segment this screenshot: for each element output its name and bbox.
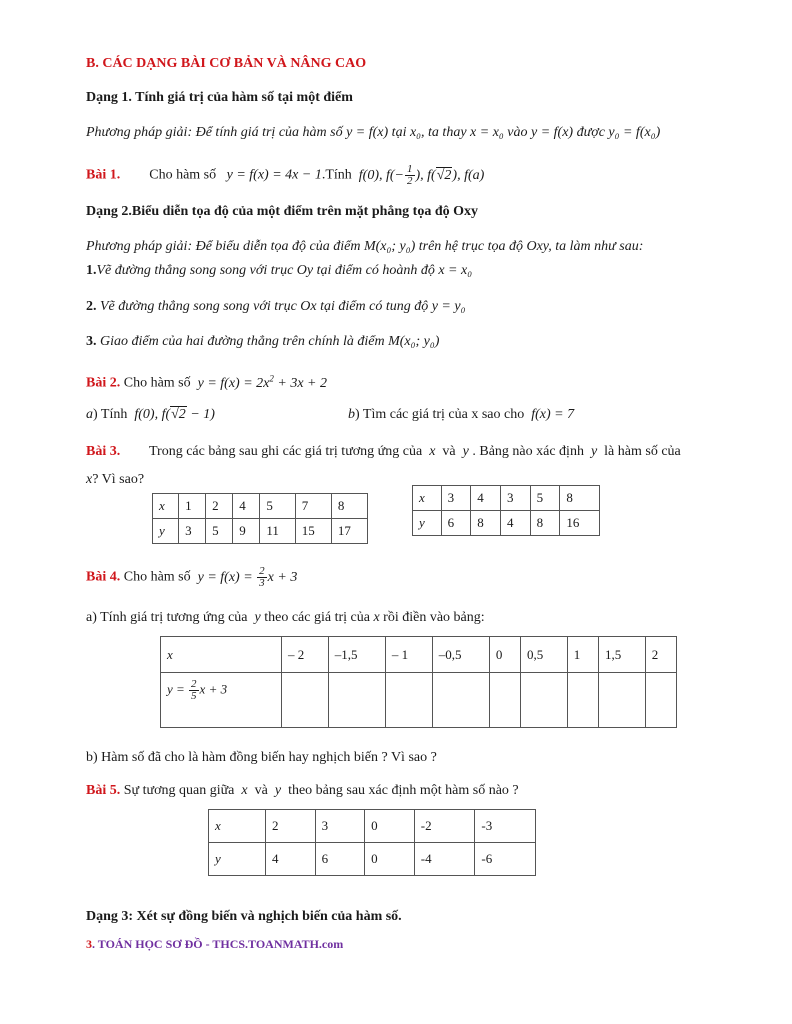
dang2-step1: 1.Vẽ đường thẳng song song với trục Oy tại điểm có hoành độ x = x₀ — [86, 263, 473, 278]
table-row: y 6 8 4 8 16 — [413, 511, 600, 536]
table-row: y 4 6 0 -4 -6 — [209, 843, 536, 876]
dang2-step3: 3. Giao điểm của hai đường thẳng trên chính là điểm M(x₀; y₀) — [86, 334, 440, 349]
bai5-table — [208, 809, 536, 876]
page-number: 3 — [86, 937, 92, 951]
bai3-line: Bài 3. Trong các bảng sau ghi các giá trị tương ứng của x và y . Bảng nào xác định y là hàm số của — [86, 444, 681, 459]
bai3-line2: x? Vì sao? — [86, 472, 145, 487]
bai3-label: Bài 3. — [86, 444, 121, 459]
dang1-title: Dạng 1. Tính giá trị của hàm số tại một điểm — [86, 90, 353, 105]
dang2-title: Dạng 2.Biểu diễn tọa độ của một điểm trên mặt phẳng tọa độ Oxy — [86, 204, 479, 219]
fraction: $\frac{1}{2}$ — [407, 163, 413, 187]
bai5-line: Bài 5. Sự tương quan giữa x và y theo bảng sau xác định một hàm số nào ? — [86, 783, 519, 798]
dang3-title: Dạng 3: Xét sự đồng biến và nghịch biến của hàm số. — [86, 909, 402, 924]
bai3-table-1 — [152, 493, 368, 544]
dang2-method: Phương pháp giải: Để biểu diễn tọa độ của điểm M(x₀; y₀) trên hệ trục tọa độ Oxy, ta làm như sau: — [86, 239, 644, 254]
bai1-label: Bài 1. — [86, 167, 121, 183]
bai5-label: Bài 5. — [86, 783, 121, 798]
bai2-part-b: b) Tìm các giá trị của x sao cho f(x) = 7 — [348, 407, 575, 422]
table-row: x 2 3 0 -2 -3 — [209, 810, 536, 843]
bai1-formula: y = f(x) = 4x − 1 — [219, 167, 322, 183]
table-row — [161, 673, 677, 728]
bai1-values: f(0), f(− $\frac{1}{2}$ ), f(√2), f(a) — [355, 163, 485, 187]
section-heading: B. CÁC DẠNG BÀI CƠ BẢN VÀ NÂNG CAO — [86, 56, 367, 71]
dang1-method: Phương pháp giải: Để tính giá trị của hàm số y = f(x) tại x₀, ta thay x = x₀ vào y = f(x) được y₀ = f(x₀) — [86, 125, 661, 140]
dang2-step2: 2. Vẽ đường thẳng song song với trục Ox tại điểm có tung độ y = y₀ — [86, 299, 466, 314]
bai4-label: Bài 4. — [86, 569, 121, 585]
bai3-table-2 — [412, 485, 600, 536]
table-row: y 3 5 9 11 15 17 — [153, 519, 368, 544]
fraction: $\frac{2}{5}$ — [191, 678, 197, 702]
table-row: x 3 4 3 5 8 — [413, 486, 600, 511]
bai4-table — [160, 636, 677, 728]
footer-text: . TOÁN HỌC SƠ ĐỒ - THCS.TOANMATH.com — [92, 937, 344, 951]
bai2-label: Bài 2. — [86, 375, 121, 391]
table-row: x 1 2 4 5 7 8 — [153, 494, 368, 519]
fraction: $\frac{2}{3}$ — [259, 565, 265, 589]
bai4-table-y-header: y = $\frac{2}{5}$ x + 3 — [161, 673, 282, 728]
bai2-formula: $y = f(x) = 2x^2 + 3x + 2$ — [194, 373, 327, 391]
bai4-part-a: a) Tính giá trị tương ứng của y theo các giá trị của x rồi điền vào bảng: — [86, 610, 485, 625]
bai2-text: Cho hàm số — [123, 375, 191, 391]
bai2-line — [86, 369, 327, 393]
table-row: x – 2 –1,5 – 1 –0,5 0 0,5 1 1,5 2 — [161, 637, 677, 673]
bai1-tinh: .Tính — [321, 167, 352, 183]
bai1-text: Cho hàm số — [149, 167, 217, 183]
bai2-part-a: a) Tính f(0), f(√2 − 1) — [86, 407, 215, 422]
bai4-part-b: b) Hàm số đã cho là hàm đồng biến hay nghịch biến ? Vì sao ? — [86, 750, 437, 765]
page-footer — [86, 937, 343, 952]
bai4-line: Bài 4. Cho hàm số y = f(x) = $\frac{2}{3}$ x + 3 — [86, 565, 298, 589]
bai1-line — [86, 164, 484, 187]
